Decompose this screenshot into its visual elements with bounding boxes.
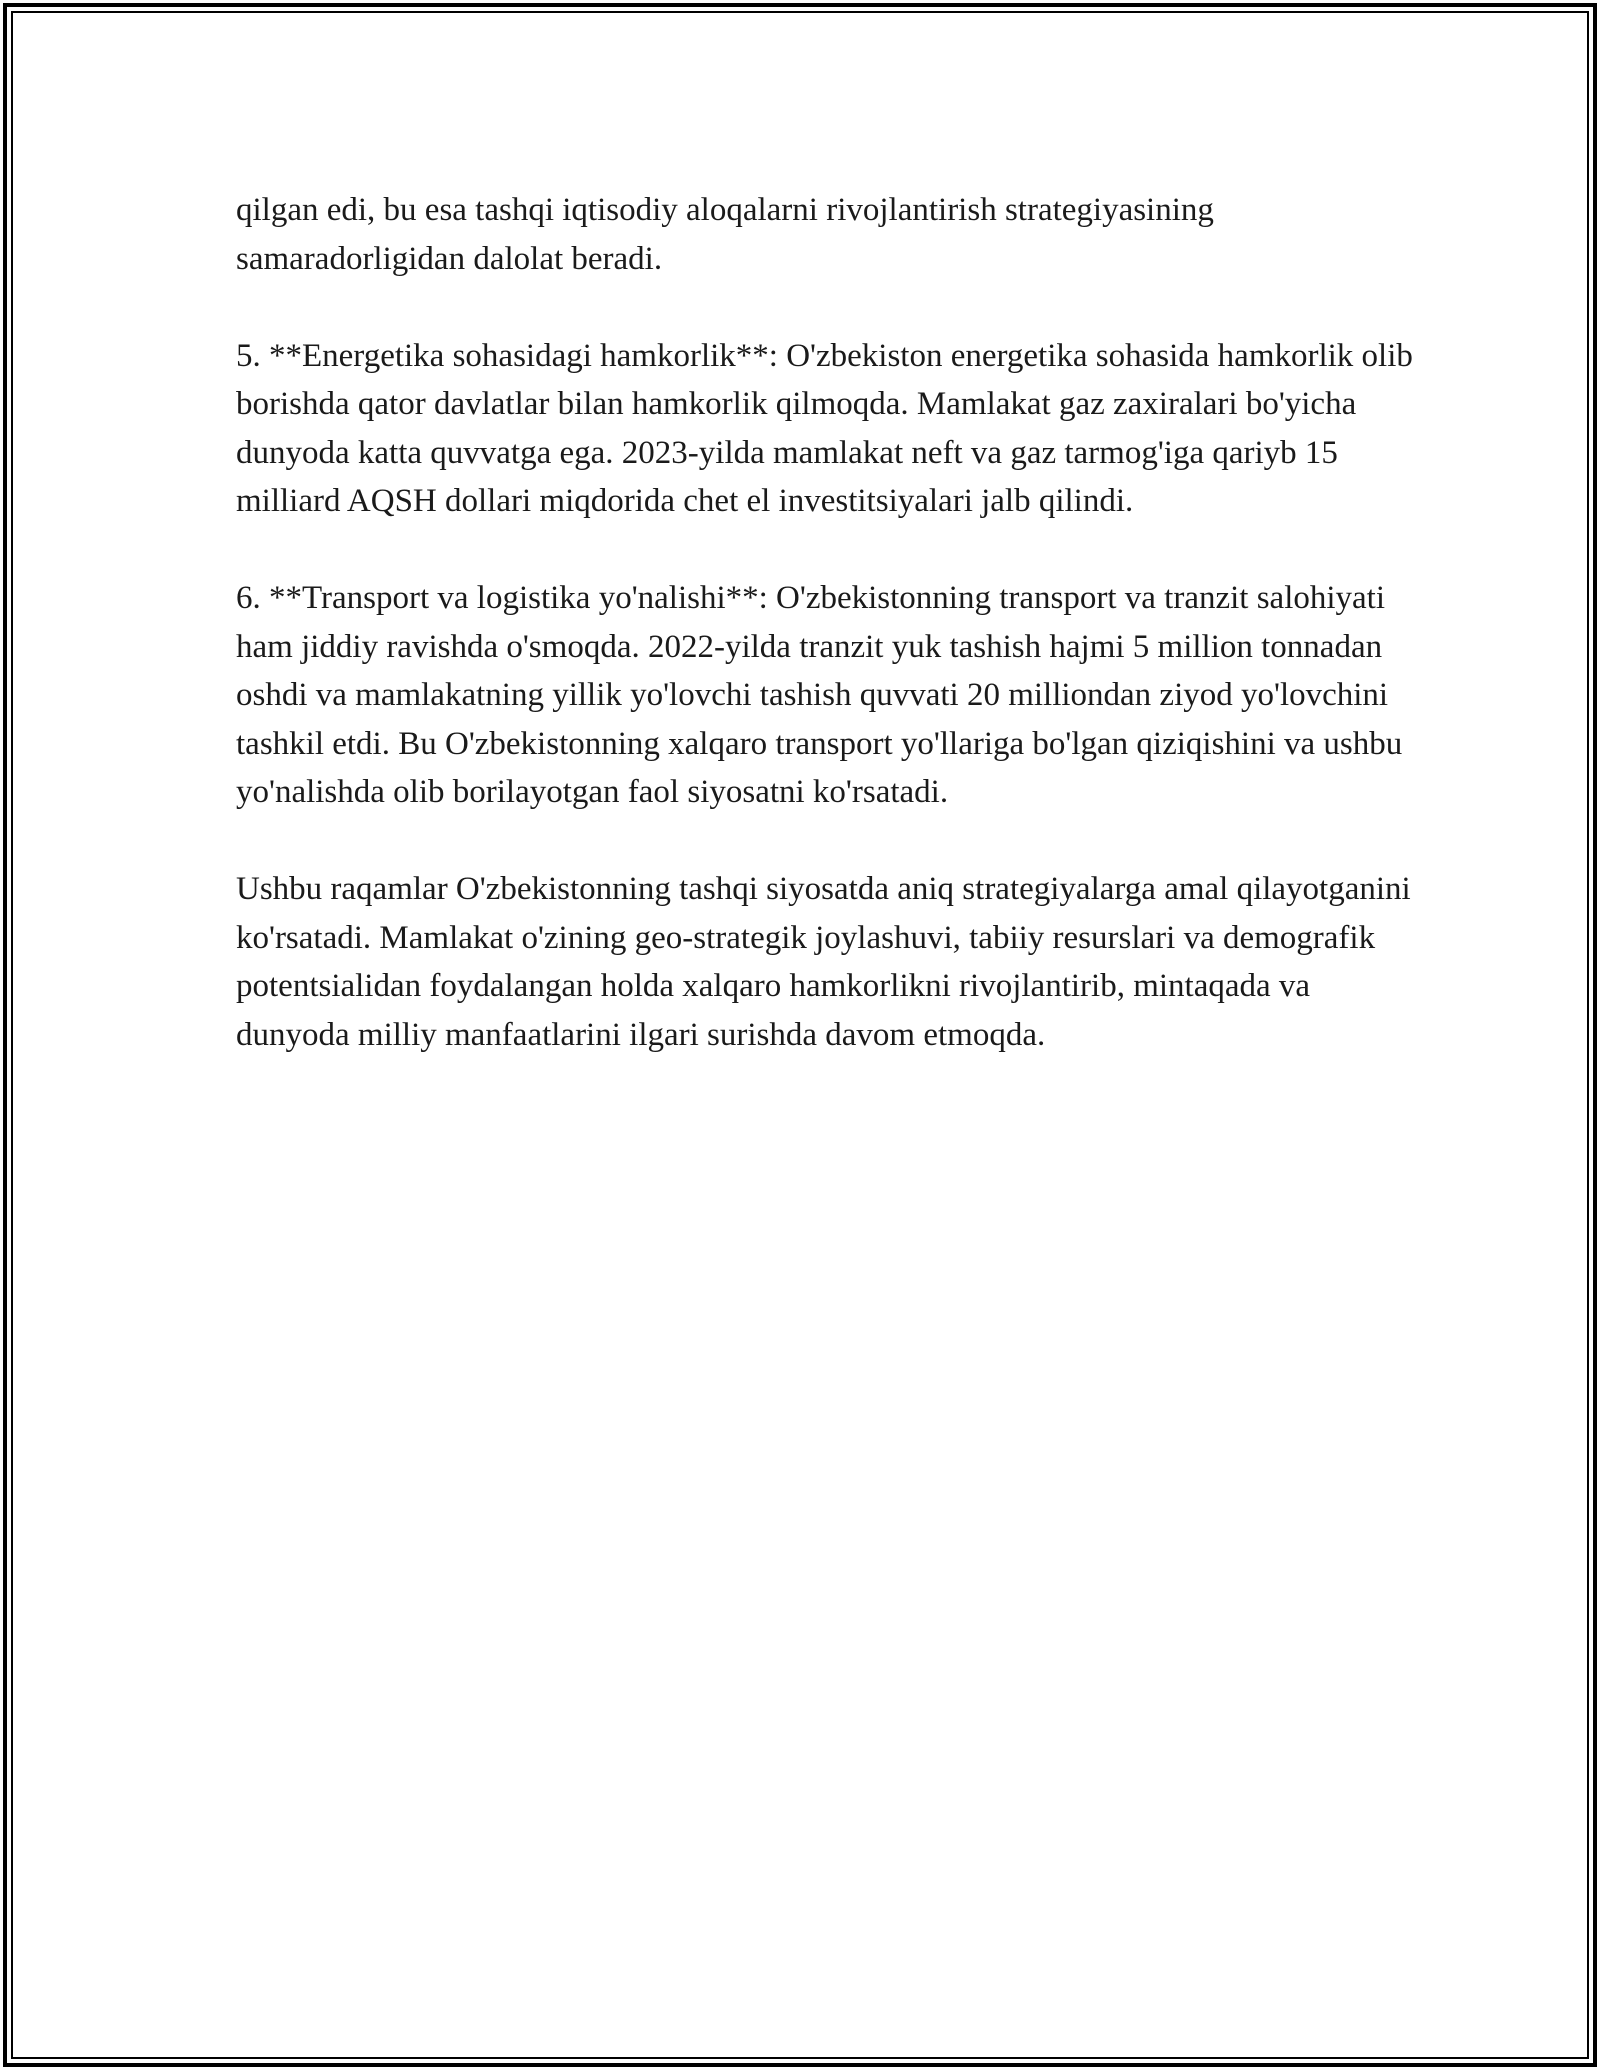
document-body: [236, 186, 1416, 1108]
paragraph-continuation: qilgan edi, bu esa tashqi iqtisodiy aloqalarni rivojlantirish strategiyasining samaradorligidan dalolat beradi.: [236, 192, 1214, 277]
paragraph-energy-cooperation: 5. **Energetika sohasidagi hamkorlik**: O'zbekiston energetika sohasida hamkorlik olib borishda qator davlatlar bilan hamkorlik qilmoqda. Mamlakat gaz zaxiralari bo'yicha dunyoda katta quvvatga ega. 2023-yilda mamlakat neft va gaz tarmog'iga qariyb 15 milliard AQSH dollari miqdorida chet el investitsiyalari jalb qilindi.: [236, 337, 1413, 519]
paragraph-conclusion: Ushbu raqamlar O'zbekistonning tashqi siyosatda aniq strategiyalarga amal qilayotganini ko'rsatadi. Mamlakat o'zining geo-strategik joylashuvi, tabiiy resurslari va demografik potentsialidan foydalangan holda xalqaro hamkorlikni rivojlantirib, mintaqada va dunyoda milliy manfaatlarini ilgari surishda davom etmoqda.: [236, 871, 1411, 1053]
paragraph-transport-logistics: 6. **Transport va logistika yo'nalishi**: O'zbekistonning transport va tranzit salohiyati ham jiddiy ravishda o'smoqda. 2022-yilda tranzit yuk tashish hajmi 5 million tonnadan oshdi va mamlakatning yillik yo'lovchi tashish quvvati 20 milliondan ziyod yo'lovchini tashkil etdi. Bu O'zbekistonning xalqaro transport yo'llariga bo'lgan qiziqishini va ushbu yo'nalishda olib borilayotgan faol siyosatni ko'rsatadi.: [236, 580, 1403, 810]
